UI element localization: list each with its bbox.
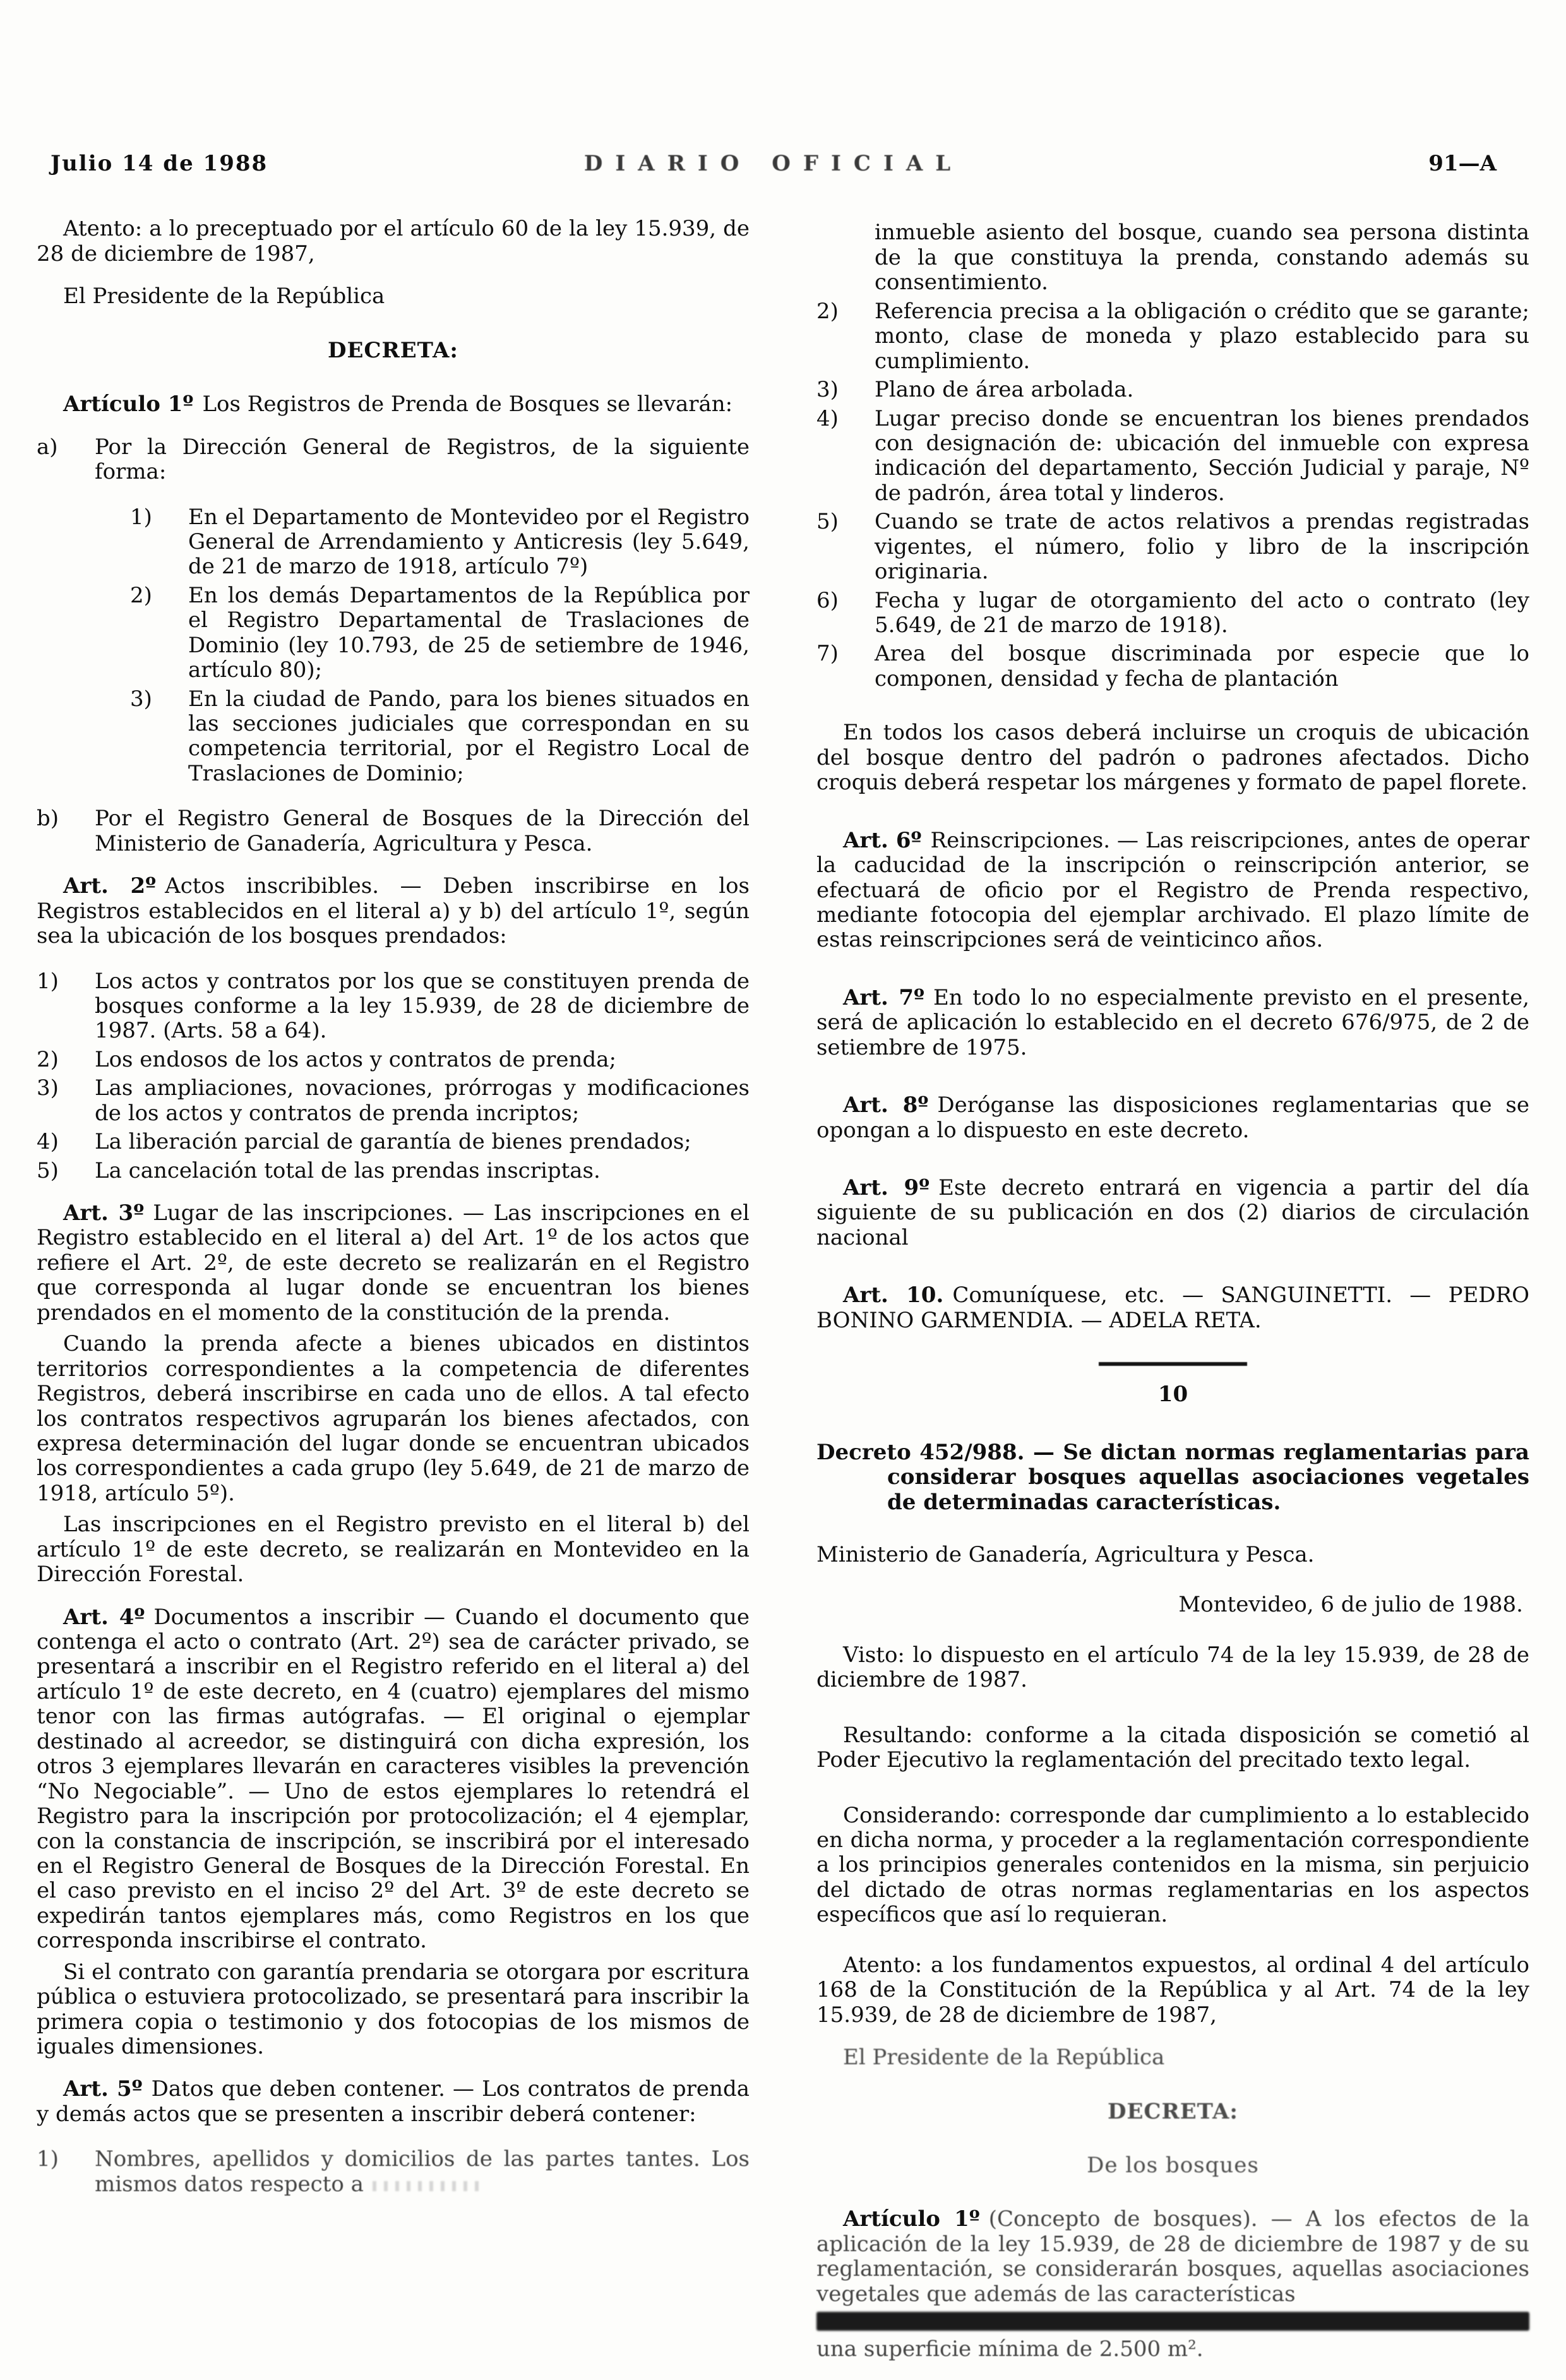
list-item-5 [816,510,1529,584]
list-item-a [37,435,750,485]
article-number: Artículo 1º [63,392,194,417]
item-marker: a) [37,434,58,460]
paragraph-text: Comuníquese, etc. — SANGUINETTI. — PEDRO BONINO GARMENDIA. — ADELA RETA. [816,1283,1529,1333]
paragraph-text: En todos los casos deberá incluirse un croquis de ubicación del bosque dentro del padrón o padrones afectados. Dicho croquis deberá respetar los márgenes y formato de papel florete. [816,720,1529,796]
right-column [816,217,1529,2379]
paragraph-text: Atento: a los fundamentos expuestos, al ordinal 4 del artículo 168 de la Constitución de la República y al Art. 74 de la ley 15.939, de 28 de diciembre de 1987, [816,1952,1529,2028]
dateline-montevideo: Montevideo, 6 de julio de 1988. [1178,1592,1523,1618]
redacted-line [816,2312,1529,2331]
item-marker: 5) [37,1157,59,1183]
paragraph-text: Datos que deben contener. — Los contratos de prenda y demás actos que se presenten a inscribir deberá contener: [37,2076,750,2127]
paragraph-text: El Presidente de la República [843,2045,1165,2071]
article-number: Art. 6º [843,827,922,853]
list-item-6 [816,589,1529,638]
page-header [37,152,1529,176]
list-item-b [37,806,750,856]
articulo-3-paragraph-3 [37,1512,750,1587]
item-text: Plano de área arbolada. [875,377,1134,403]
item-text: En el Departamento de Montevideo por el Registro General de Arrendamiento y Anticresis (ley 5.649, de 21 de marzo de 1918, artículo 7º) [188,504,750,580]
paragraph-text: (Concepto de bosques). — A los efectos de la aplicación de la ley 15.939, de 28 de diciembre de 1987 y de su reglamentación, se considerarán bosques, aquellas asociaciones vegetales que además de las características [816,2206,1529,2307]
paragraph-text: Atento: a lo preceptuado por el artículo 60 de la ley 15.939, de 28 de diciembre de 1987, [37,216,750,266]
item-text: Por la Dirección General de Registros, de la siguiente forma: [95,434,750,485]
item-marker: 3) [130,686,152,712]
item-marker: 1) [37,2146,59,2172]
article-number: Art. 5º [63,2076,143,2102]
item-marker: 7) [816,641,839,667]
paragraph-text: Considerando: corresponde dar cumplimiento a lo establecido en dicha norma, y proceder a la reglamentación correspondiente a los principios generales contenidos en la misma, sin perjuicio del dictado de otras normas reglamentarias en los aspectos específicos que así lo requieran. [816,1802,1529,1928]
article-number: Art. 10. [843,1283,944,1308]
masthead-title: DIARIO OFICIAL [583,151,964,176]
paragraph-text: Este decreto entrará en vigencia a partir del día siguiente de su publicación en dos (2) diarios de circulación nacional [816,1175,1529,1250]
item-marker: b) [37,806,59,832]
item-marker: 3) [37,1075,59,1101]
paragraph-text: Resultando: conforme a la citada disposición se cometió al Poder Ejecutivo la reglamentación del precitado texto legal. [816,1722,1529,1773]
paragraph-text: Los Registros de Prenda de Bosques se llevarán: [202,392,733,417]
item-text: Los actos y contratos por los que se constituyen prenda de bosques conforme a la ley 15.939, de 28 de diciembre de 1987. (Arts. 58 a 64). [95,968,750,1044]
paragraph-text: Cuando la prenda afecte a bienes ubicados en distintos territorios correspondientes a la competencia de diferentes Registros, deberá inscribirse en cada uno de ellos. A tal efecto los contratos respectivos agruparán los bienes afectados, con expresa determinación del lugar donde se encuentran ubicados los correspondientes a cada grupo (ley 5.649, de 21 de marzo de 1918, artículo 5º). [37,1331,750,1506]
item-text: Cuando se trate de actos relativos a prendas registradas vigentes, el número, folio y libro de la inscripción originaria. [875,509,1529,585]
item-text: Los endosos de los actos y contratos de prenda; [95,1046,616,1072]
articulo-2-paragraph [37,874,750,948]
articulo-4-paragraph [37,1605,750,1954]
paragraph-text-after: una superficie mínima de 2.500 m². [816,2336,1204,2362]
item-marker: 5) [816,509,839,535]
item-marker: 1) [130,504,152,530]
article-number: Art. 2º [63,873,157,899]
paragraph-atento [37,217,750,266]
list-item-2 [816,299,1529,374]
paragraph-text: En todo lo no especialmente previsto en el presente, será de aplicación lo establecido en el decreto 676/975, de 2 de setiembre de 1975. [816,984,1529,1060]
list-item-a2 [37,583,750,683]
articulo-7-paragraph [816,986,1529,1060]
paragraph-text: Si el contrato con garantía prendaria se otorgara por escritura pública o estuviera protocolizado, se presentará para inscribir la primera copia o testimonio y dos fotocopias de los mismos de iguales dimensiones. [37,1959,750,2059]
articulo-10-paragraph [816,1283,1529,1333]
list-item-1 [37,969,750,1044]
list-item-5 [37,1159,750,1183]
item-text: La liberación parcial de garantía de bienes prendados; [95,1129,691,1155]
list-item-7 [816,642,1529,691]
list-item-4 [37,1130,750,1154]
item-marker: 4) [816,405,839,431]
article-number: Artículo 1º [843,2206,980,2232]
item-text: Fecha y lugar de otorgamiento del acto o contrato (ley 5.649, de 21 de marzo de 1918). [875,587,1529,638]
decreto-452-heading: Decreto 452/988. — Se dictan normas reglamentarias para considerar bosques aquellas asociaciones vegetales de determinadas características. [816,1439,1529,1515]
articulo-6-paragraph [816,828,1529,953]
item-marker: 3) [816,377,839,403]
item-text: Por el Registro General de Bosques de la Dirección del Ministerio de Ganadería, Agricultura y Pesca. [95,806,750,856]
item-text: En la ciudad de Pando, para los bienes situados en las secciones judiciales que correspondan en su competencia territorial, por el Registro Local de Traslaciones de Dominio; [188,686,750,786]
item-text: En los demás Departamentos de la República por el Registro Departamental de Traslaciones de Dominio (ley 10.793, de 25 de setiembre de 1946, artículo 80); [188,582,750,683]
articulo-9-paragraph [816,1176,1529,1250]
list-item-a3 [37,687,750,787]
article-number: Art. 8º [843,1092,929,1118]
decreta-heading [37,338,750,363]
item-marker [816,220,875,295]
paragraph-text: Deróganse las disposiciones reglamentarias que se opongan a lo dispuesto en este decreto. [816,1092,1529,1143]
item-marker: 2) [37,1046,59,1072]
articulo-1-concepto-paragraph [816,2207,1529,2362]
paragraph-text: Documentos a inscribir — Cuando el documento que contenga el acto o contrato (Art. 2º) sea de carácter privado, se presentará a inscribir en el Registro referido en el literal a) del artículo 1º de este decreto, en 4 (cuatro) ejemplares del mismo tenor con las firmas autógrafas. — El original o ejemplar destinado al acreedor, se distinguirá con dicha expresión, los otros 3 ejemplares llevarán en caracteres visibles la prevención “No Negociable”. — Uno de estos ejemplares lo retendrá el Registro para la inscripción por protocolización; el 4 ejemplar, con la constancia de inscripción, se inscribirá por el interesado en el Registro General de Bosques de la Dirección Forestal. En el caso previsto en el inciso 2º del Art. 3º de este decreto se expedirán tantos ejemplares más, como Registros en los que corresponda inscribirse el contrato. [37,1604,750,1954]
left-column [37,217,750,2379]
atento-paragraph [816,1953,1529,2028]
section-number: 10 [1157,1382,1188,1408]
item-marker: 2) [816,298,839,324]
articulo-4-paragraph-2 [37,1960,750,2060]
list-item-2 [37,1048,750,1072]
article-number: Art. 3º [63,1200,145,1226]
paragraph-text: Ministerio de Ganadería, Agricultura y Pesca. [816,1541,1315,1567]
list-item-4 [816,407,1529,506]
list-item-3 [816,378,1529,402]
paragraph-text: Lugar de las inscripciones. — Las inscripciones en el Registro establecido en el literal a) del Art. 1º de los actos que refiere el Art. 2º, de este decreto se realizarán en el Registro que corresponda al lugar donde se encuentran los bienes prendados en el momento de la constitución de la prenda. [37,1200,750,1325]
heading-text: DECRETA: [327,337,458,363]
articulo-1-paragraph [37,392,750,417]
list-item-continuation [816,220,1529,295]
list-item-3 [37,1076,750,1126]
paragraph-text: Actos inscribibles. — Deben inscribirse en los Registros establecidos en el literal a) y b) del artículo 1º, según sea la ubicación de los bosques prendados: [37,873,750,949]
articulo-8-paragraph [816,1093,1529,1143]
item-marker: 4) [37,1129,59,1155]
croquis-paragraph [816,721,1529,795]
item-marker: 2) [130,582,152,608]
item-marker: 6) [816,587,839,613]
page-number: 91—A [1428,151,1497,176]
illegible-marks [373,2181,480,2191]
resultando-paragraph [816,1723,1529,1773]
item-text: Las ampliaciones, novaciones, prórrogas y modificaciones de los actos y contratos de prenda incriptos; [95,1075,750,1126]
heading-text: DECRETA: [1107,2098,1238,2124]
two-column-content [37,217,1529,2379]
issue-date: Julio 14 de 1988 [51,151,268,176]
de-los-bosques-heading [816,2153,1529,2178]
paragraph-text: El Presidente de la República [63,284,385,309]
item-text: Referencia precisa a la obligación o crédito que se garante; monto, clase de moneda y plazo establecido para su cumplimiento. [875,298,1529,374]
item-text: Lugar preciso donde se encuentran los bienes prendados con designación de: ubicación del inmueble con expresa indicación del departamento, Sección Judicial y paraje, Nº de padrón, área total y linderos. [875,405,1529,506]
decreta-heading-2 [816,2100,1529,2124]
article-number: Art. 9º [843,1175,930,1200]
list-item-a1 [37,505,750,580]
articulo-3-paragraph [37,1201,750,1325]
article-number: Art. 7º [843,984,924,1010]
considerando-paragraph [816,1803,1529,1928]
item-text-fragment: Nombres, apellidos y domicilios de las partes tantes. Los mismos datos respecto a [95,2146,750,2197]
item-marker: 1) [37,968,59,994]
ministerio-line [816,1543,1529,1567]
section-divider-rule [1099,1362,1247,1366]
item-text: inmueble asiento del bosque, cuando sea persona distinta de la que constituya la prenda, constando además su consentimiento. [875,220,1529,296]
list-item-1-datos [37,2147,750,2197]
paragraph-presidente [37,284,750,309]
paragraph-text: Reinscripciones. — Las reiscripciones, antes de operar la caducidad de la inscripción o reinscripción anterior, se efectuará de oficio por el Registro de Prenda respectivo, mediante fotocopia del ejemplar archivado. El plazo límite de estas reinscripciones será de veinticinco años. [816,827,1529,953]
paragraph-text: Visto: lo dispuesto en el artículo 74 de la ley 15.939, de 28 de diciembre de 1987. [816,1642,1529,1693]
item-text [95,2147,750,2197]
articulo-3-paragraph-2 [37,1332,750,1506]
presidente-paragraph [816,2045,1529,2070]
article-number: Art. 4º [63,1604,145,1630]
heading-text: De los bosques [1087,2152,1259,2178]
item-text: Area del bosque discriminada por especie que lo componen, densidad y fecha de plantación [875,641,1529,691]
visto-paragraph [816,1643,1529,1693]
articulo-5-paragraph [37,2077,750,2127]
paragraph-text: Las inscripciones en el Registro previsto en el literal b) del artículo 1º de este decreto, se realizarán en Montevideo en la Dirección Forestal. [37,1512,750,1588]
item-text: La cancelación total de las prendas inscriptas. [95,1157,601,1183]
